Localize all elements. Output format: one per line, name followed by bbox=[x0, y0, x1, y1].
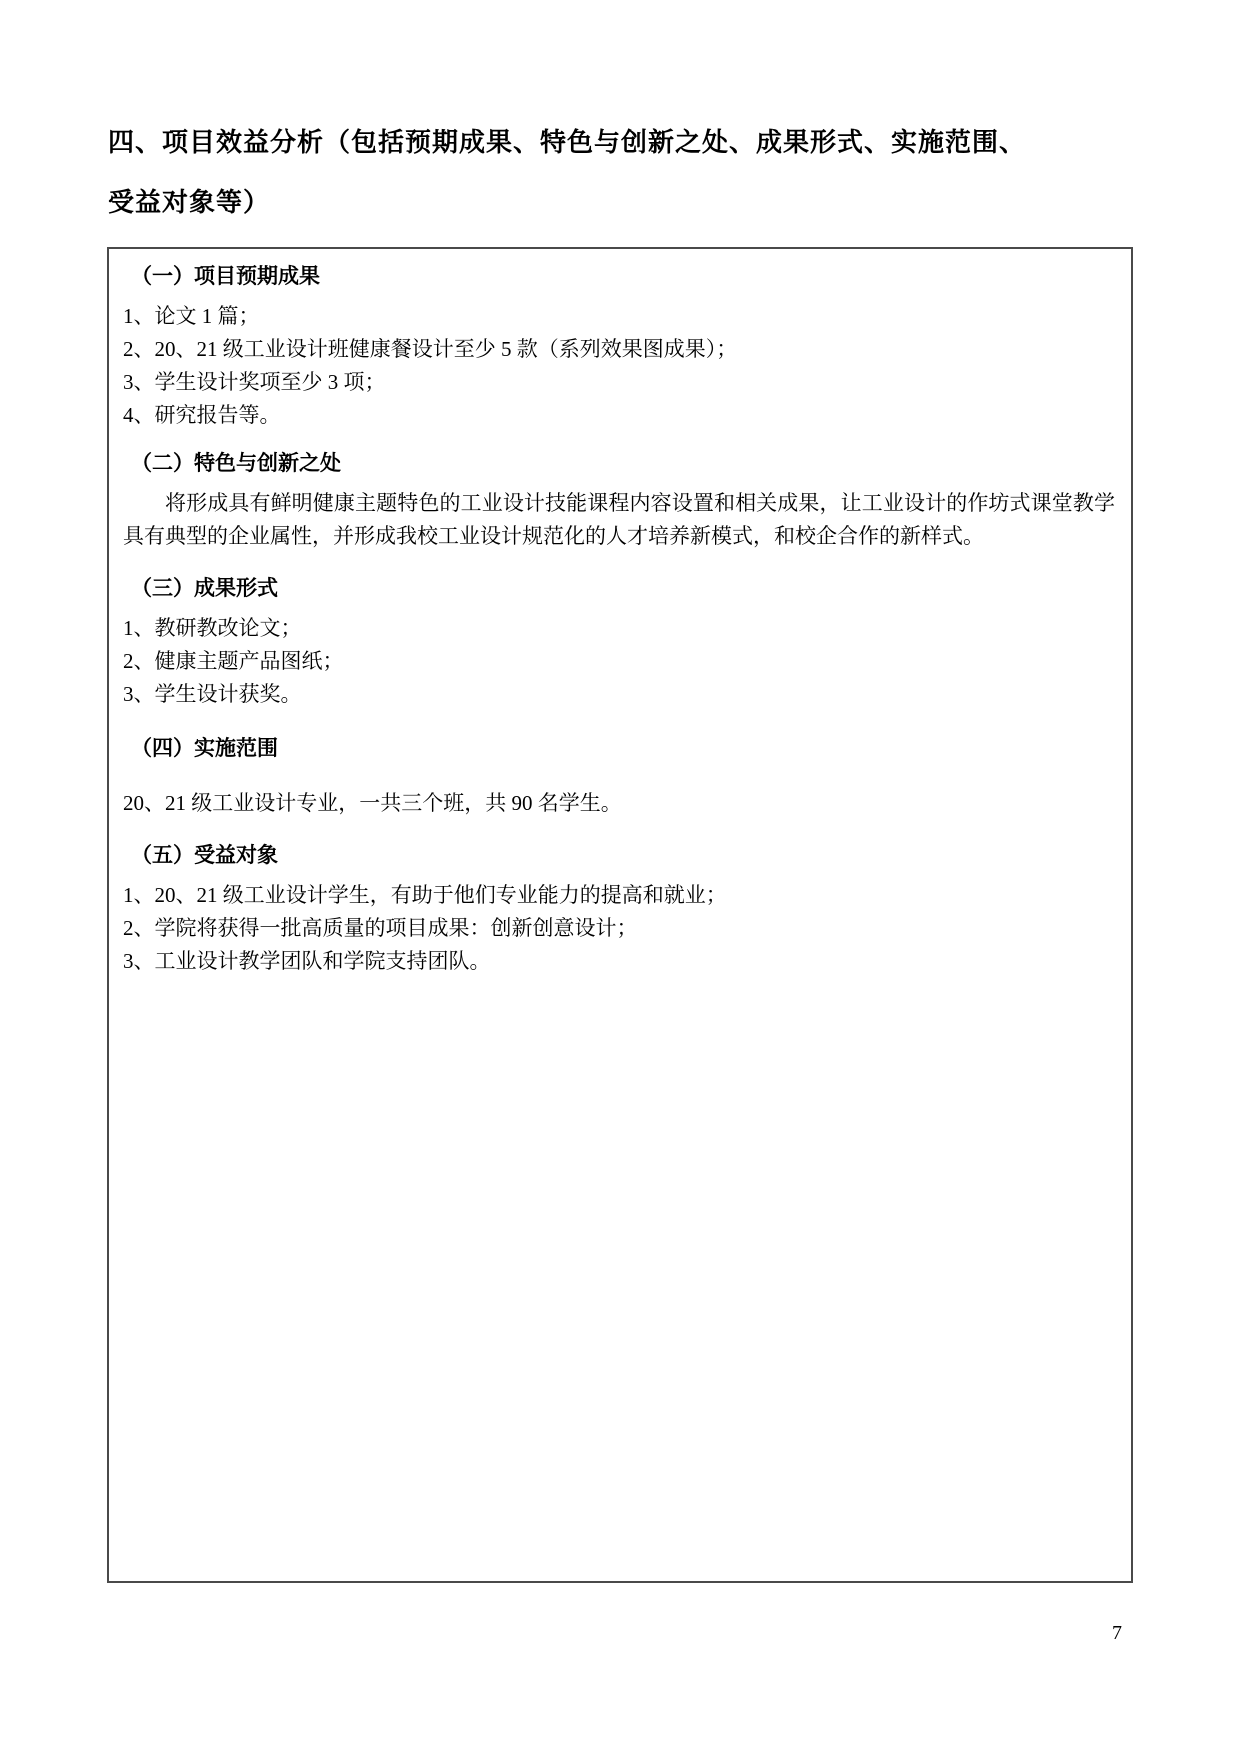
paragraph: 20、21 级工业设计专业，一共三个班，共 90 名学生。 bbox=[123, 791, 622, 815]
subsection-heading-expected-results: （一）项目预期成果 bbox=[131, 265, 320, 288]
list-item: 3、学生设计获奖。 bbox=[123, 682, 302, 706]
list-item: 4、研究报告等。 bbox=[123, 403, 281, 427]
subsection-heading-result-forms: （三）成果形式 bbox=[131, 577, 278, 600]
benefit-analysis-box bbox=[107, 247, 1133, 1583]
section-four-title-line1: 四、项目效益分析（包括预期成果、特色与创新之处、成果形式、实施范围、 bbox=[108, 127, 1027, 157]
section-four-title-line2: 受益对象等） bbox=[108, 187, 271, 217]
subsection-heading-implementation-scope: （四）实施范围 bbox=[131, 737, 278, 760]
list-item: 2、20、21 级工业设计班健康餐设计至少 5 款（系列效果图成果）； bbox=[123, 337, 738, 361]
subsection-heading-features-innovation: （二）特色与创新之处 bbox=[131, 452, 341, 475]
list-item: 2、学院将获得一批高质量的项目成果：创新创意设计； bbox=[123, 916, 638, 940]
list-item: 2、健康主题产品图纸； bbox=[123, 649, 344, 673]
list-item: 1、论文 1 篇； bbox=[123, 304, 260, 328]
list-item: 1、20、21 级工业设计学生，有助于他们专业能力的提高和就业； bbox=[123, 883, 727, 907]
list-item: 3、学生设计奖项至少 3 项； bbox=[123, 370, 386, 394]
paragraph: 将形成具有鲜明健康主题特色的工业设计技能课程内容设置和相关成果，让工业设计的作坊式课堂教学具有典型的企业属性，并形成我校工业设计规范化的人才培养新模式，和校企合作的新样式。 bbox=[123, 491, 1115, 548]
subsection-expected-results bbox=[123, 263, 1115, 432]
subsection-result-forms bbox=[123, 575, 1115, 711]
subsection-features-innovation bbox=[123, 450, 1115, 553]
page-number: 7 bbox=[1112, 1622, 1122, 1644]
list-item: 1、教研教改论文； bbox=[123, 616, 302, 640]
subsection-heading-beneficiaries: （五）受益对象 bbox=[131, 844, 278, 867]
subsection-implementation-scope bbox=[123, 735, 1115, 820]
section-four-title bbox=[108, 112, 1138, 232]
subsection-beneficiaries bbox=[123, 842, 1115, 978]
list-item: 3、工业设计教学团队和学院支持团队。 bbox=[123, 949, 491, 973]
